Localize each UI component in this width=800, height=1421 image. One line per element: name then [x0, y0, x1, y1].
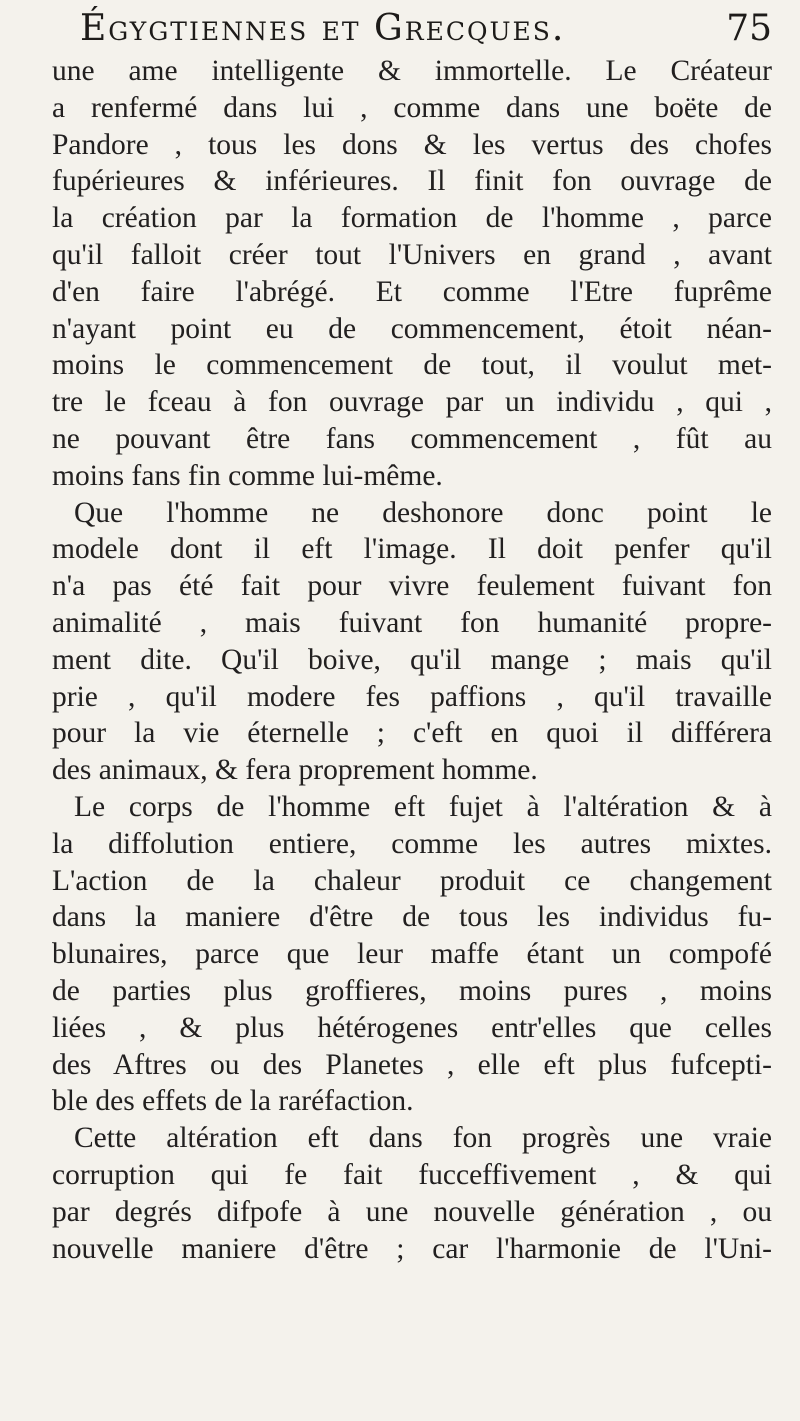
text-line: ment dite. Qu'il boive, qu'il mange ; mais qu'il	[52, 643, 772, 676]
running-title: Égygtiennes et Grecques.	[80, 8, 566, 49]
text-line: prie , qu'il modere fes paffions , qu'il travaille	[52, 680, 772, 713]
text-line: la diffolution entiere, comme les autres mixtes.	[52, 827, 772, 860]
text-line: n'ayant point eu de commencement, étoit néan-	[52, 312, 772, 345]
text-line: qu'il falloit créer tout l'Univers en grand , avant	[52, 238, 772, 271]
text-line: corruption qui fe fait fucceffivement , & qui	[52, 1158, 772, 1191]
text-line: ne pouvant être fans commencement , fût au	[52, 422, 772, 455]
text-line: nouvelle maniere d'être ; car l'harmonie de l'Uni-	[52, 1232, 772, 1265]
text-line: une ame intelligente & immortelle. Le Créateur	[52, 55, 772, 87]
text-line: a renfermé dans lui , comme dans une boëte de	[52, 91, 772, 124]
text-line: animalité , mais fuivant fon humanité propre-	[52, 606, 772, 639]
text-line: moins fans fin comme lui-même.	[52, 459, 443, 492]
text-line: la création par la formation de l'homme , parce	[52, 202, 772, 235]
text-line: fupérieures & inférieures. Il finit fon ouvrage de	[52, 165, 772, 198]
text-line: liées , & plus hétérogenes entr'elles que celles	[52, 1011, 772, 1044]
page-header	[52, 8, 772, 58]
text-line: tre le fceau à fon ouvrage par un individu , qui ,	[52, 386, 772, 419]
text-line: ble des effets de la raréfaction.	[52, 1085, 414, 1118]
text-line: n'a pas été fait pour vivre feulement fuivant fon	[52, 570, 772, 603]
page-number: 75	[726, 8, 772, 49]
text-line: par degrés difpofe à une nouvelle génération , ou	[52, 1195, 772, 1228]
text-line: des Aftres ou des Planetes , elle eft plus fufcepti-	[52, 1048, 772, 1081]
text-line: modele dont il eft l'image. Il doit penfer qu'il	[52, 533, 772, 566]
text-line: dans la maniere d'être de tous les individus fu-	[52, 901, 772, 934]
text-line: Le corps de l'homme eft fujet à l'altération & à	[74, 790, 772, 823]
text-line: Que l'homme ne deshonore donc point le	[74, 496, 772, 529]
text-line: Cette altération eft dans fon progrès une vraie	[74, 1122, 772, 1155]
text-line: des animaux, & fera proprement homme.	[52, 754, 538, 787]
text-line: L'action de la chaleur produit ce changement	[52, 864, 772, 897]
text-line: moins le commencement de tout, il voulut met-	[52, 349, 772, 382]
text-line: pour la vie éternelle ; c'eft en quoi il différera	[52, 717, 772, 750]
text-line: de parties plus groffieres, moins pures , moins	[52, 974, 772, 1007]
body-text	[52, 53, 772, 1267]
text-line: Pandore , tous les dons & les vertus des chofes	[52, 128, 772, 161]
text-line: blunaires, parce que leur maffe étant un compofé	[52, 938, 772, 971]
text-line: d'en faire l'abrégé. Et comme l'Etre fuprême	[52, 275, 772, 308]
